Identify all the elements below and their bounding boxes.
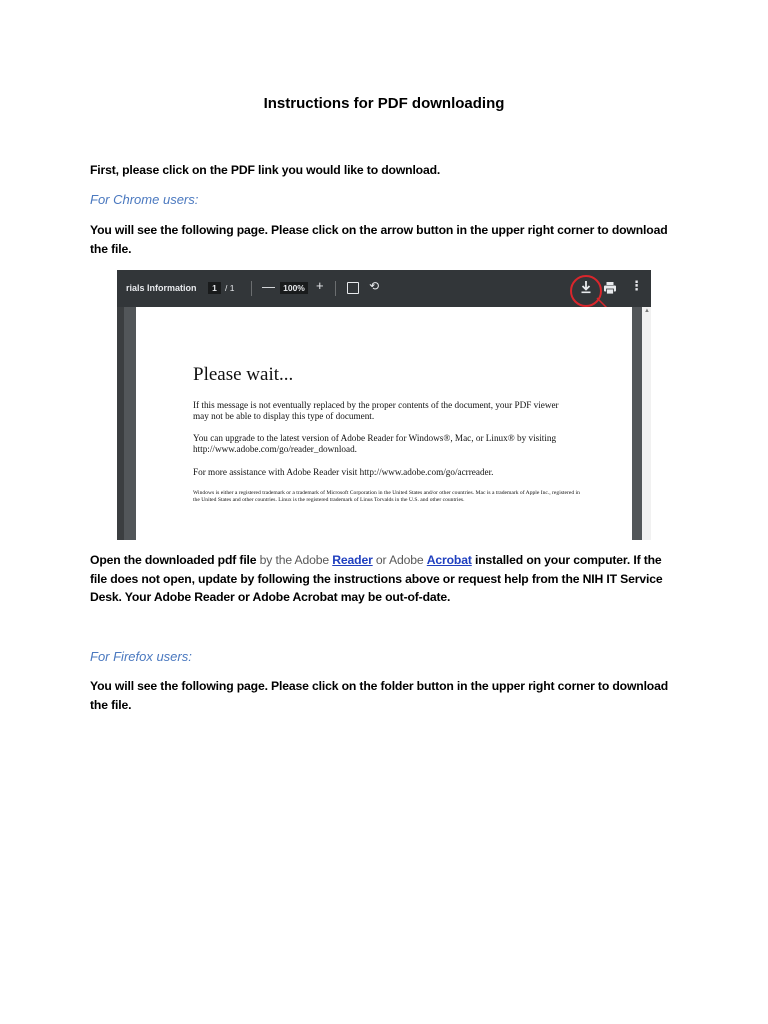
toolbar-divider (251, 281, 252, 296)
pdf-trademark-note: Windows is either a registered trademark or a trademark of Microsoft Corporation in the United States and/or other countries. Mac is a trademark of Apple Inc., registered in the United States and other countries. Linux is the registered trademark of Linus Torvalds in the U.S. and other countries. (193, 490, 580, 503)
print-icon[interactable] (603, 281, 617, 295)
open-file-line1 (90, 551, 690, 570)
pdf-paragraph-1: If this message is not eventually replaced by the proper contents of the document, your PDF viewer may not be able to display this type of document. (193, 400, 559, 421)
adobe-acrobat-link[interactable]: Acrobat (426, 553, 472, 567)
chrome-users-heading: For Chrome users: (90, 192, 199, 207)
zoom-out-button[interactable]: — (262, 279, 275, 294)
firefox-instructions (90, 677, 690, 714)
open-file-text-b: by the Adobe (256, 553, 333, 567)
pdf-paragraph-3: For more assistance with Adobe Reader visit http://www.adobe.com/go/acrreader. (193, 467, 494, 477)
toolbar-document-title: rials Information (126, 283, 197, 293)
zoom-in-button[interactable]: + (316, 278, 324, 293)
open-file-text-c: or Adobe (372, 553, 427, 567)
adobe-reader-link[interactable]: Reader (332, 553, 373, 567)
viewer-scrollbar[interactable] (642, 307, 651, 540)
page-total: / 1 (225, 283, 235, 293)
chrome-pdf-viewer-screenshot (117, 270, 651, 540)
pdf-paragraph-2: You can upgrade to the latest version of Adobe Reader for Windows®, Mac, or Linux® by visiting http://www.adobe.com/go/reader_download. (193, 433, 557, 454)
chrome-instructions (90, 221, 690, 258)
page-number-input[interactable]: 1 (208, 282, 221, 294)
zoom-level-input[interactable]: 100% (280, 282, 308, 294)
rotate-icon[interactable]: ⟲ (369, 279, 380, 293)
firefox-users-heading: For Firefox users: (90, 649, 192, 664)
viewer-left-gutter (117, 307, 124, 540)
more-options-icon[interactable]: ⋮ (630, 278, 643, 293)
open-file-instructions (90, 551, 690, 607)
firefox-instructions-line1: You will see the following page. Please click on the folder button in the upper right corner to download (90, 679, 669, 693)
scroll-up-icon[interactable]: ▲ (644, 308, 650, 314)
open-file-text-d: installed on your computer. If the (471, 553, 662, 567)
firefox-instructions-line2: the file. (90, 697, 132, 712)
document-title: Instructions for PDF downloading (263, 95, 505, 112)
fit-to-page-icon[interactable] (347, 282, 359, 294)
toolbar-divider (335, 281, 336, 296)
pdf-page (136, 307, 632, 540)
chrome-instructions-line1: You will see the following page. Please click on the arrow button in the upper right corner to download (90, 223, 668, 237)
please-wait-heading: Please wait... (193, 364, 294, 385)
open-file-line2: file does not open, update by following the instructions above or request help from the NIH IT Service (90, 571, 663, 586)
chrome-instructions-line2: the file. (90, 241, 132, 256)
open-file-line3: Desk. Your Adobe Reader or Adobe Acrobat may be out-of-date. (90, 590, 451, 604)
intro-text: First, please click on the PDF link you would like to download. (90, 163, 441, 177)
open-file-text-a: Open the downloaded pdf file (90, 553, 257, 567)
